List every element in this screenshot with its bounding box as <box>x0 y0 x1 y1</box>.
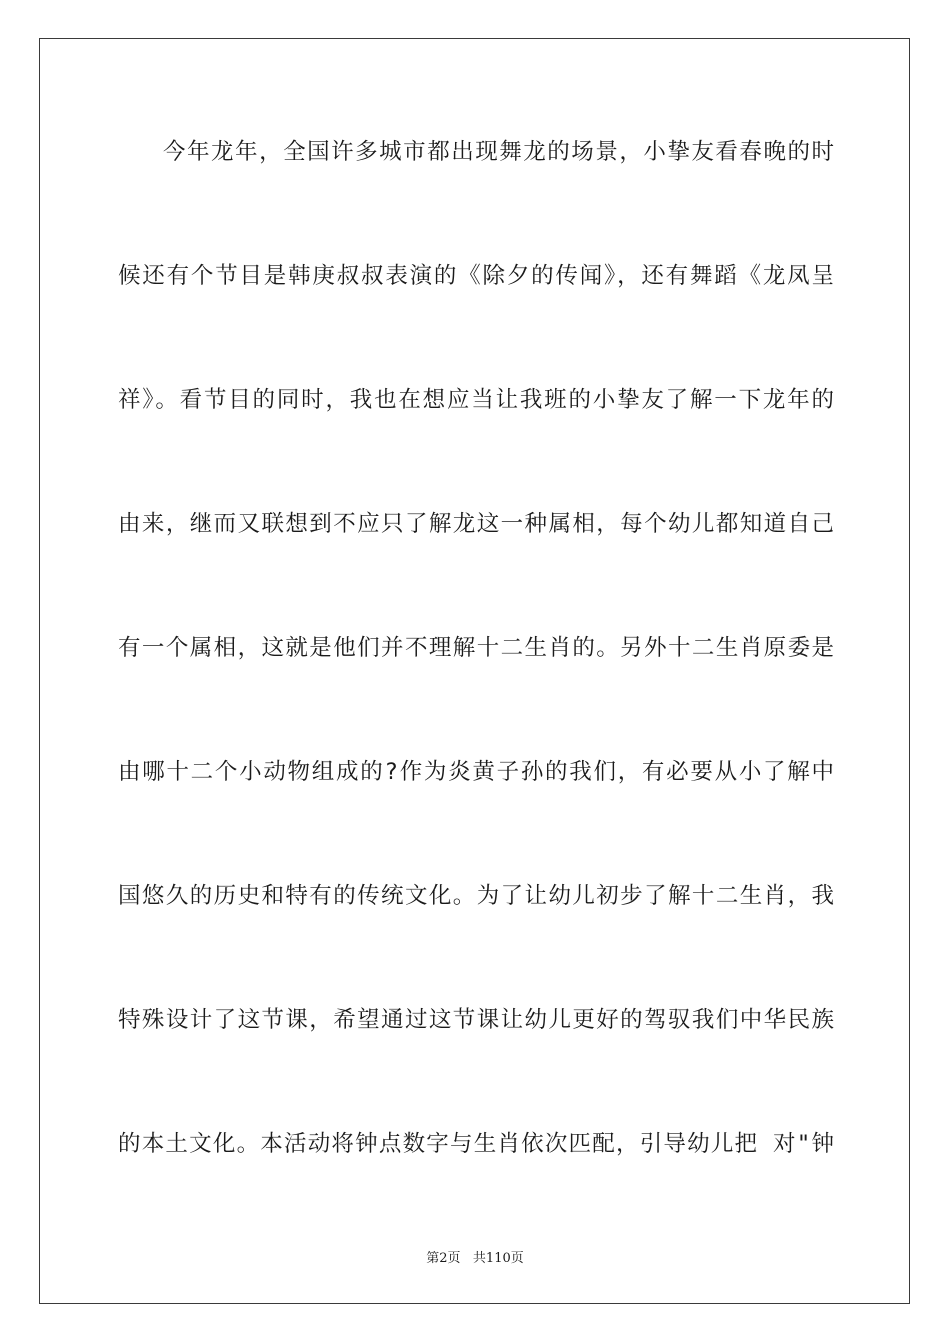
paragraph-line: 今年龙年，全国许多城市都出现舞龙的场景，小挚友看春晚的时 <box>163 139 834 165</box>
paragraph-line: 祥》。看节目的同时，我也在想应当让我班的小挚友了解一下龙年的 <box>118 387 834 413</box>
page-footer <box>0 1247 950 1266</box>
paragraph-line: 的本土文化。本活动将钟点数字与生肖依次匹配，引导幼儿把 对"钟 <box>118 1131 834 1157</box>
paragraph-line: 由哪十二个小动物组成的?作为炎黄子孙的我们，有必要从小了解中 <box>118 759 834 785</box>
paragraph-line: 国悠久的历史和特有的传统文化。为了让幼儿初步了解十二生肖，我 <box>118 883 834 909</box>
paragraph-line: 由来，继而又联想到不应只了解龙这一种属相，每个幼儿都知道自己 <box>118 511 834 537</box>
page-border <box>39 38 910 1304</box>
page-number: 第2页 <box>426 1251 461 1266</box>
paragraph-line: 候还有个节目是韩庚叔叔表演的《除夕的传闻》，还有舞蹈《龙凤呈 <box>118 263 834 289</box>
paragraph-line: 特殊设计了这节课，希望通过这节课让幼儿更好的驾驭我们中华民族 <box>118 1007 834 1033</box>
page-total: 共110页 <box>472 1251 524 1266</box>
paragraph-line: 有一个属相，这就是他们并不理解十二生肖的。另外十二生肖原委是 <box>118 635 834 661</box>
